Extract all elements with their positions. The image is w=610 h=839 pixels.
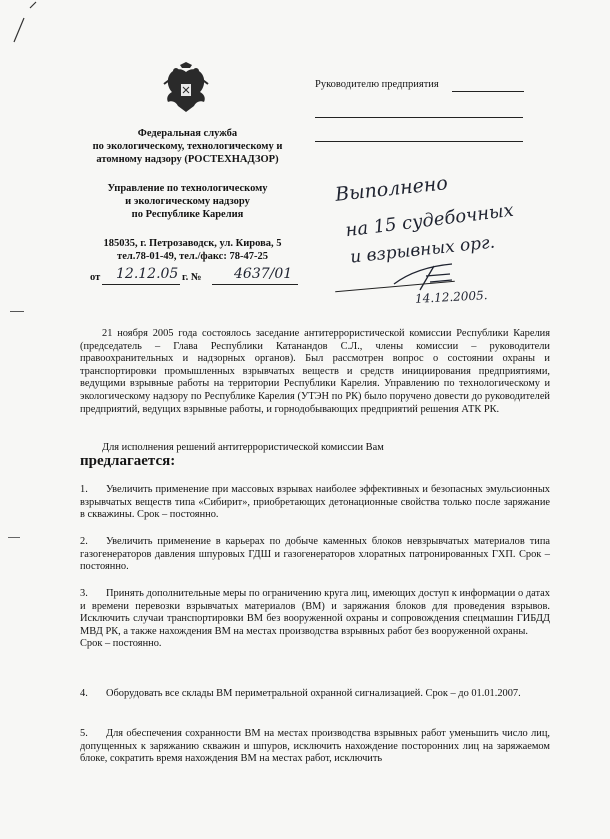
agency-line: Федеральная служба [137, 128, 238, 139]
address-line: 185035, г. Петрозаводск, ул. Кирова, 5 [103, 238, 282, 249]
ref-number-underline [212, 284, 298, 285]
list-item-number: 5. [80, 728, 88, 739]
list-item-text: Увеличить применение при массовых взрывах наиболее эффективных и безопасных эмульсионных взрывчатых веществ типа «Сибирит», приобретающих детонационные свойства только после заряжание в скважины. Срок – постоянно. [80, 484, 550, 521]
recipient-blank-line [315, 141, 523, 142]
list-item-deadline: Срок – постоянно. [80, 638, 162, 650]
list-item [80, 728, 550, 766]
margin-mark [10, 311, 24, 312]
phone-line: тел.78-01-49, тел./факс: 78-47-25 [117, 251, 268, 262]
list-item-text: Оборудовать все склады ВМ периметральной охранной сигнализацией. Срок – до 01.01.2007. [106, 688, 521, 699]
agency-line: по экологическому, технологическому и [92, 141, 283, 152]
ref-date-underline [102, 284, 180, 285]
margin-mark [8, 537, 20, 538]
address-block [85, 237, 300, 263]
coat-of-arms-emblem [162, 62, 210, 114]
recipient-blank-line [315, 117, 523, 118]
list-item-text: Для обеспечения сохранности ВМ на местах производства взрывных работ уменьшить число лиц, допущенных к заряжанию скважин и шпуров, исключить нахождение посторонних лиц на заряжаемом блоке, сократить время нахождения ВМ на местах работ, исключить [80, 728, 550, 765]
department-name [85, 182, 290, 221]
department-line: по Республике Карелия [131, 209, 244, 220]
recipient-blank-line [452, 91, 524, 92]
ref-date: 12.12.05 [116, 266, 179, 282]
resolution-line: и взрывных орг. [349, 232, 496, 268]
list-item-text: Принять дополнительные меры по ограничению круга лиц, имеющих доступ к информации о датах и времени перевозки взрывчатых материалов (ВМ) и заряжания блоков для проведения взрывов. Исключить случаи транспортировки ВМ без вооруженной охраны и сопровождения спецмашин ГИБДД МВД РК, а также нахождения ВМ на местах производства взрывных работ без вооруженной охраны. [80, 588, 550, 637]
list-item-number: 1. [80, 484, 88, 495]
agency-name [85, 127, 290, 166]
list-item [80, 484, 550, 522]
recipient-label: Руководителю предприятия [315, 79, 439, 90]
agency-line: атомному надзору (РОСТЕХНАДЗОР) [96, 154, 279, 165]
section-heading: предлагается: [80, 453, 176, 469]
intro-paragraph: 21 ноября 2005 года состоялось заседание антитеррористической комиссии Республики Карелия (председатель – Глава Республики Катанандов С.Л., члены комиссии – руководители правоохранительных и надзорных органов). Был рассмотрен вопрос о состоянии охраны и транспортировки промышленных взрывчатых веществ и средств инициирования предприятиями, ведущими взрывные работы на территории Республики Карелия. Управлению по технологическому и экологическому надзору по Республике Карелия (УТЭН по РК) было поручено довести до руководителей предприятий, ведущих взрывные работы, и горнодобывающих предприятий решения АТК РК. [80, 328, 550, 415]
department-line: Управление по технологическому [107, 183, 268, 194]
resolution-line: на 15 судебочных [344, 199, 515, 242]
list-item [80, 536, 550, 574]
list-item-text: Увеличить применение в карьерах по добыче каменных блоков невзрывчатых материалов типа газогенераторов давления шпуровых ГДШ и газогенераторов хлоратных патронированных ГХП. Срок – постоянно. [80, 536, 550, 573]
lead-sentence: Для исполнения решений антитеррористической комиссии Вам [102, 442, 384, 453]
ref-number-label: г. № [182, 272, 202, 283]
list-item-number: 4. [80, 688, 88, 699]
department-line: и экологическому надзору [125, 196, 250, 207]
list-item [80, 588, 550, 651]
resolution-date: 14.12.2005. [414, 288, 488, 306]
pen-stroke-mark [0, 0, 40, 80]
list-item-number: 2. [80, 536, 88, 547]
ref-number: 4637/01 [234, 266, 293, 282]
list-item [80, 688, 550, 701]
list-item-number: 3. [80, 588, 88, 599]
ref-from-label: от [90, 272, 101, 283]
reference-line [90, 268, 300, 286]
resolution-line: Выполнено [334, 172, 449, 206]
